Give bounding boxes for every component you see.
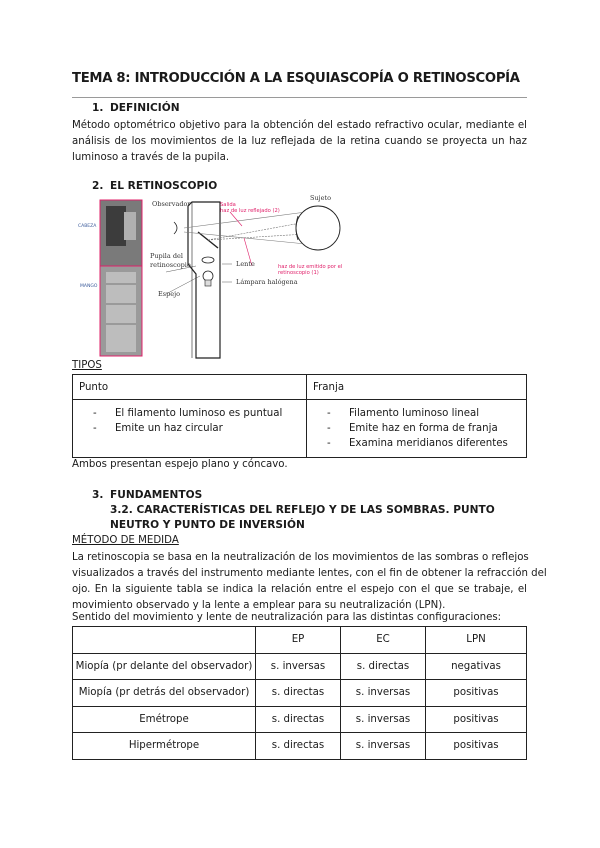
table-cell: Miopía (pr detrás del observador) (73, 680, 256, 707)
types-table (72, 374, 527, 458)
list-item: - Emite un haz circular (93, 421, 306, 436)
table-cell: s. inversas (341, 680, 426, 707)
mirror-label: Espejo (158, 290, 181, 298)
types-cell-franja (307, 400, 527, 458)
subject-label: Sujeto (310, 194, 332, 202)
list-item: - El filamento luminoso es puntual (93, 406, 306, 421)
observer-label: Observador (152, 200, 191, 208)
table-cell: s. directas (341, 653, 426, 680)
configuration-table (72, 626, 527, 760)
table-cell: positivas (426, 680, 527, 707)
table-cell: s. directas (256, 733, 341, 760)
pupil-label: Pupila del (150, 252, 183, 260)
types-label: TIPOS (72, 360, 102, 371)
types-header-punto: Punto (73, 375, 307, 400)
section-1-title: DEFINICIÓN (110, 102, 180, 114)
table-cell: positivas (426, 706, 527, 733)
table-cell: s. inversas (341, 733, 426, 760)
table-header-cell (73, 627, 256, 654)
table-cell: s. directas (256, 706, 341, 733)
table-caption: Sentido del movimiento y lente de neutralización para las distintas configuraciones: (72, 612, 502, 623)
list-item: - Emite haz en forma de franja (327, 421, 526, 436)
table-header-ep: EP (256, 627, 341, 654)
table-cell: Emétrope (73, 706, 256, 733)
section-3-title: FUNDAMENTOS (110, 489, 203, 501)
section-2-title: EL RETINOSCOPIO (110, 180, 218, 192)
lens-label: Lente (236, 260, 255, 268)
title-divider (72, 97, 527, 98)
reflected-beam-label-1: Salida (220, 202, 236, 208)
retinoscope-diagram (72, 194, 372, 360)
method-line: movimiento observado y la lente a emplear para su neutralización (LPN). (72, 600, 446, 611)
table-cell: s. directas (256, 680, 341, 707)
head-label: CABEZA (78, 224, 97, 229)
definition-line: luminoso a través de la pupila. (72, 152, 230, 163)
section-3-heading (92, 489, 202, 501)
table-cell: positivas (426, 733, 527, 760)
table-cell: s. inversas (341, 706, 426, 733)
section-1-heading (92, 102, 180, 114)
table-header-ec: EC (341, 627, 426, 654)
lamp-label: Lámpara halógena (236, 278, 298, 286)
section-3-number: 3. (92, 489, 104, 501)
list-item: - Examina meridianos diferentes (327, 436, 526, 451)
table-row (73, 680, 527, 707)
table-row (73, 733, 527, 760)
method-paragraph (72, 550, 547, 614)
reflected-beam-label-2: haz de luz reflejado (2) (220, 208, 280, 214)
definition-paragraph (72, 118, 527, 166)
table-header-row (73, 627, 527, 654)
method-line: visualizados a través del instrumento mediante lentes, con el fin de obtener la refracción del (72, 568, 547, 579)
table-row (73, 706, 527, 733)
subsection-heading-2: NEUTRO Y PUNTO DE INVERSIÓN (110, 519, 305, 531)
method-line: ojo. En la siguiente tabla se indica la relación entre el espejo con el que se trabaje, el (72, 584, 527, 595)
method-line: La retinoscopia se basa en la neutralización de los movimientos de las sombras o reflejos (72, 552, 529, 563)
definition-line: Método optométrico objetivo para la obtención del estado refractivo ocular, mediante el (72, 120, 527, 131)
page-title: TEMA 8: INTRODUCCIÓN A LA ESQUIASCOPÍA O RETINOSCOPÍA (72, 71, 520, 86)
handle-label: MANGO (80, 284, 98, 289)
table-header-lpn: LPN (426, 627, 527, 654)
subsection-heading-1: 3.2. CARACTERÍSTICAS DEL REFLEJO Y DE LAS SOMBRAS. PUNTO (110, 504, 495, 516)
emitted-beam-label-1: haz de luz emitido por el (278, 264, 343, 270)
table-cell: Miopía (pr delante del observador) (73, 653, 256, 680)
pupil-label-2: retinoscopio (150, 261, 191, 269)
table-cell: s. inversas (256, 653, 341, 680)
section-2-number: 2. (92, 180, 104, 192)
list-item: - Filamento luminoso lineal (327, 406, 526, 421)
table-cell: Hipermétrope (73, 733, 256, 760)
types-header-franja: Franja (307, 375, 527, 400)
emitted-beam-label-2: retinoscopio (1) (278, 270, 319, 276)
table-cell: negativas (426, 653, 527, 680)
retinoscope-figure (72, 194, 372, 360)
method-label: MÉTODO DE MEDIDA (72, 535, 179, 546)
table-row (73, 653, 527, 680)
definition-line: análisis de los movimientos de la luz reflejada de la retina cuando se proyecta un haz (72, 136, 527, 147)
types-note: Ambos presentan espejo plano y cóncavo. (72, 459, 288, 470)
types-cell-punto (73, 400, 307, 458)
section-1-number: 1. (92, 102, 104, 114)
section-2-heading (92, 180, 217, 192)
